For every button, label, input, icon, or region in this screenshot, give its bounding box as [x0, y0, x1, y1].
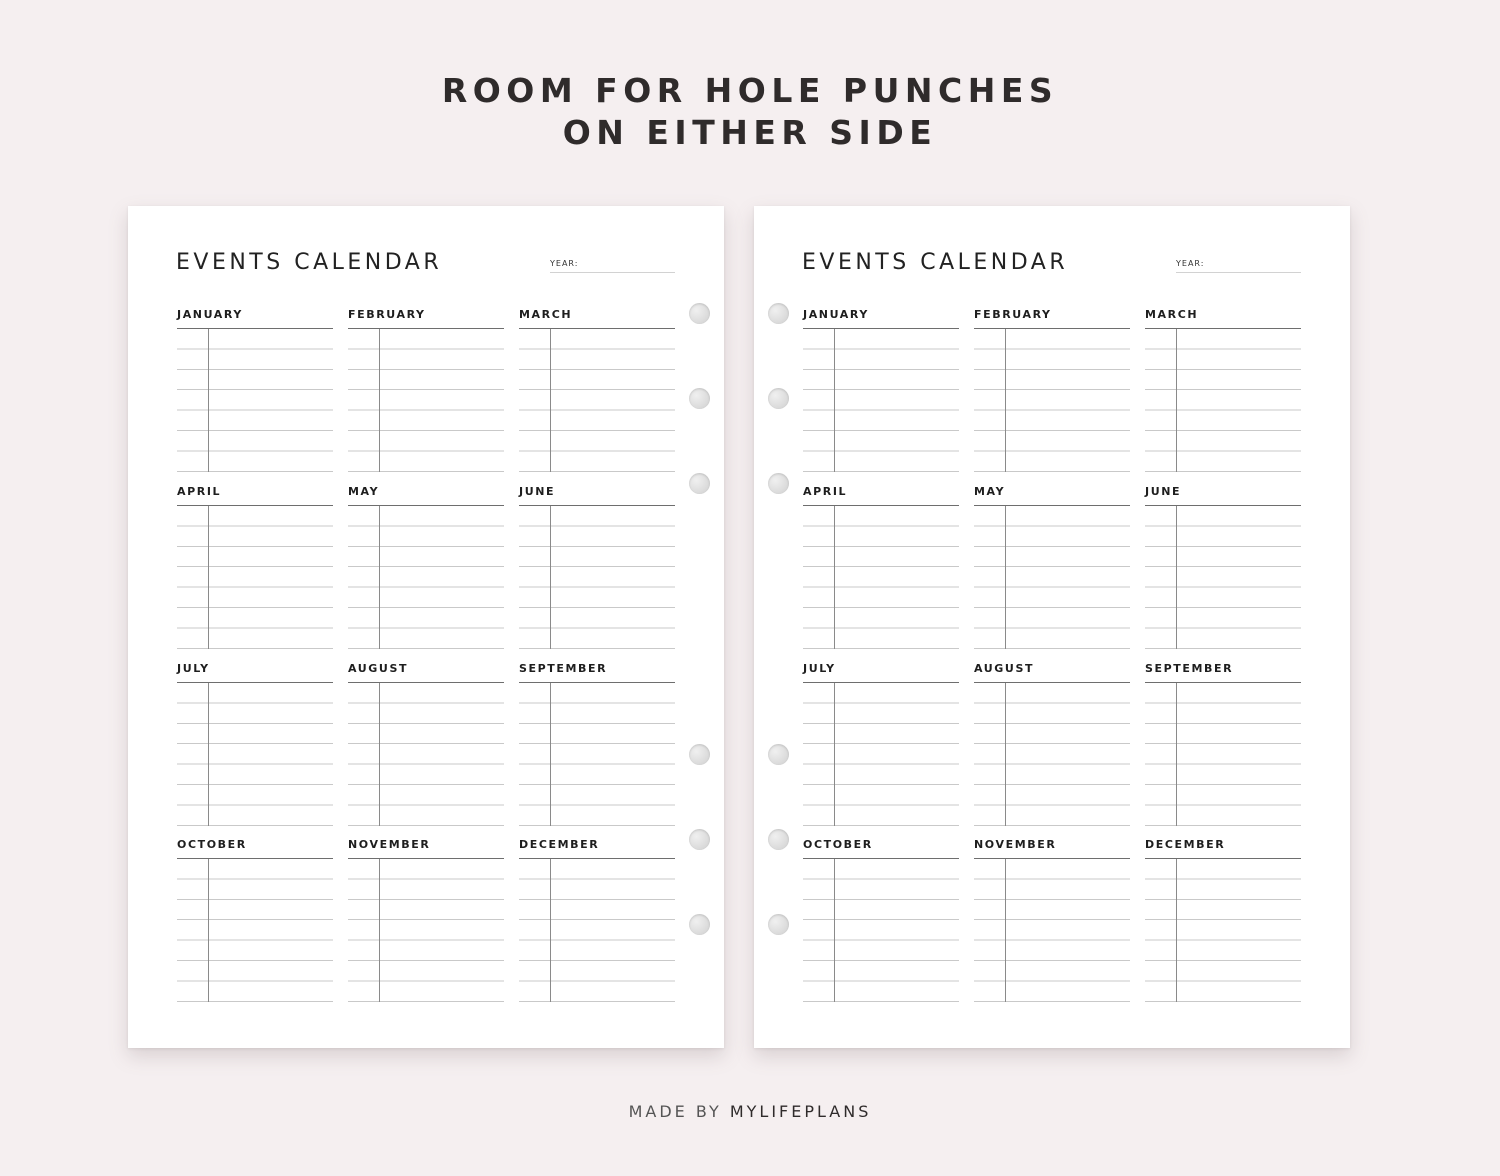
bottom-rule	[177, 1001, 333, 1002]
month-name: SEPTEMBER	[1145, 662, 1234, 675]
month-block-february	[348, 308, 504, 484]
month-name: FEBRUARY	[974, 308, 1052, 321]
month-name: JUNE	[1145, 485, 1182, 498]
hole-punch-icon	[689, 744, 710, 765]
year-field[interactable]	[1176, 258, 1301, 273]
month-block-february	[974, 308, 1130, 484]
month-event-lines[interactable]	[519, 328, 675, 482]
bottom-rule	[803, 825, 959, 826]
month-event-lines[interactable]	[177, 328, 333, 482]
bottom-rule	[177, 648, 333, 649]
month-event-lines[interactable]	[348, 682, 504, 836]
month-name: MARCH	[519, 308, 573, 321]
month-event-lines[interactable]	[177, 505, 333, 659]
month-name: NOVEMBER	[974, 838, 1057, 851]
hole-punch-icon	[689, 388, 710, 409]
month-block-july	[177, 662, 333, 838]
calendar-sheet-left	[128, 206, 724, 1048]
year-field[interactable]	[550, 258, 675, 273]
month-name: APRIL	[803, 485, 848, 498]
month-name: MARCH	[1145, 308, 1199, 321]
bottom-rule	[974, 471, 1130, 472]
month-block-december	[1145, 838, 1301, 1014]
month-block-august	[348, 662, 504, 838]
month-event-lines[interactable]	[1145, 858, 1301, 1012]
bottom-rule	[348, 1001, 504, 1002]
hole-punch-icon	[768, 829, 789, 850]
month-block-august	[974, 662, 1130, 838]
hole-punch-icon	[689, 829, 710, 850]
month-event-lines[interactable]	[974, 858, 1130, 1012]
credit-brand: MYLIFEPLANS	[729, 1102, 872, 1121]
hole-punch-icon	[768, 303, 789, 324]
bottom-rule	[519, 825, 675, 826]
hole-punch-icon	[689, 303, 710, 324]
hole-punch-icon	[768, 744, 789, 765]
month-block-january	[803, 308, 959, 484]
month-name: APRIL	[177, 485, 222, 498]
bottom-rule	[348, 825, 504, 826]
credit-prefix: MADE BY	[628, 1102, 730, 1121]
month-block-november	[974, 838, 1130, 1014]
credit-line	[0, 1102, 1500, 1121]
month-event-lines[interactable]	[1145, 505, 1301, 659]
month-event-lines[interactable]	[803, 505, 959, 659]
month-block-september	[519, 662, 675, 838]
month-name: JANUARY	[177, 308, 243, 321]
headline-line-2: ON EITHER SIDE	[562, 113, 938, 152]
year-label: YEAR:	[550, 259, 579, 268]
month-block-october	[803, 838, 959, 1014]
sheet-title: EVENTS CALENDAR	[802, 250, 1069, 275]
bottom-rule	[1145, 825, 1301, 826]
bottom-rule	[348, 471, 504, 472]
month-block-may	[974, 485, 1130, 661]
hole-punch-icon	[768, 388, 789, 409]
calendar-sheet-right	[754, 206, 1350, 1048]
month-name: DECEMBER	[519, 838, 600, 851]
month-block-july	[803, 662, 959, 838]
bottom-rule	[803, 648, 959, 649]
bottom-rule	[519, 1001, 675, 1002]
month-event-lines[interactable]	[348, 858, 504, 1012]
bottom-rule	[974, 1001, 1130, 1002]
month-event-lines[interactable]	[519, 505, 675, 659]
month-block-december	[519, 838, 675, 1014]
hole-punch-icon	[768, 473, 789, 494]
month-block-september	[1145, 662, 1301, 838]
month-event-lines[interactable]	[177, 682, 333, 836]
month-event-lines[interactable]	[1145, 328, 1301, 482]
month-name: JUNE	[519, 485, 556, 498]
month-name: MAY	[974, 485, 1006, 498]
month-event-lines[interactable]	[803, 682, 959, 836]
month-block-april	[177, 485, 333, 661]
month-name: NOVEMBER	[348, 838, 431, 851]
month-event-lines[interactable]	[519, 682, 675, 836]
month-event-lines[interactable]	[803, 858, 959, 1012]
month-name: DECEMBER	[1145, 838, 1226, 851]
month-block-march	[1145, 308, 1301, 484]
hole-punch-icon	[689, 473, 710, 494]
month-name: FEBRUARY	[348, 308, 426, 321]
month-name: SEPTEMBER	[519, 662, 608, 675]
bottom-rule	[519, 471, 675, 472]
month-name: OCTOBER	[177, 838, 247, 851]
month-name: JANUARY	[803, 308, 869, 321]
month-event-lines[interactable]	[519, 858, 675, 1012]
month-name: JULY	[803, 662, 836, 675]
bottom-rule	[1145, 471, 1301, 472]
bottom-rule	[974, 825, 1130, 826]
month-name: AUGUST	[974, 662, 1035, 675]
bottom-rule	[348, 648, 504, 649]
bottom-rule	[177, 471, 333, 472]
hole-punch-icon	[689, 914, 710, 935]
month-block-november	[348, 838, 504, 1014]
month-event-lines[interactable]	[1145, 682, 1301, 836]
year-label: YEAR:	[1176, 259, 1205, 268]
bottom-rule	[1145, 1001, 1301, 1002]
month-event-lines[interactable]	[348, 328, 504, 482]
bottom-rule	[803, 1001, 959, 1002]
month-event-lines[interactable]	[803, 328, 959, 482]
hole-punch-icon	[768, 914, 789, 935]
bottom-rule	[803, 471, 959, 472]
headline-line-1: ROOM FOR HOLE PUNCHES	[441, 71, 1059, 110]
bottom-rule	[177, 825, 333, 826]
month-block-may	[348, 485, 504, 661]
headline	[0, 70, 1500, 154]
month-block-october	[177, 838, 333, 1014]
month-event-lines[interactable]	[177, 858, 333, 1012]
month-block-january	[177, 308, 333, 484]
month-name: MAY	[348, 485, 380, 498]
month-block-april	[803, 485, 959, 661]
month-event-lines[interactable]	[974, 505, 1130, 659]
month-block-june	[1145, 485, 1301, 661]
month-name: AUGUST	[348, 662, 409, 675]
bottom-rule	[519, 648, 675, 649]
month-event-lines[interactable]	[974, 682, 1130, 836]
bottom-rule	[1145, 648, 1301, 649]
month-block-june	[519, 485, 675, 661]
month-event-lines[interactable]	[974, 328, 1130, 482]
bottom-rule	[974, 648, 1130, 649]
month-block-march	[519, 308, 675, 484]
month-name: OCTOBER	[803, 838, 873, 851]
month-name: JULY	[177, 662, 210, 675]
sheet-title: EVENTS CALENDAR	[176, 250, 443, 275]
month-event-lines[interactable]	[348, 505, 504, 659]
